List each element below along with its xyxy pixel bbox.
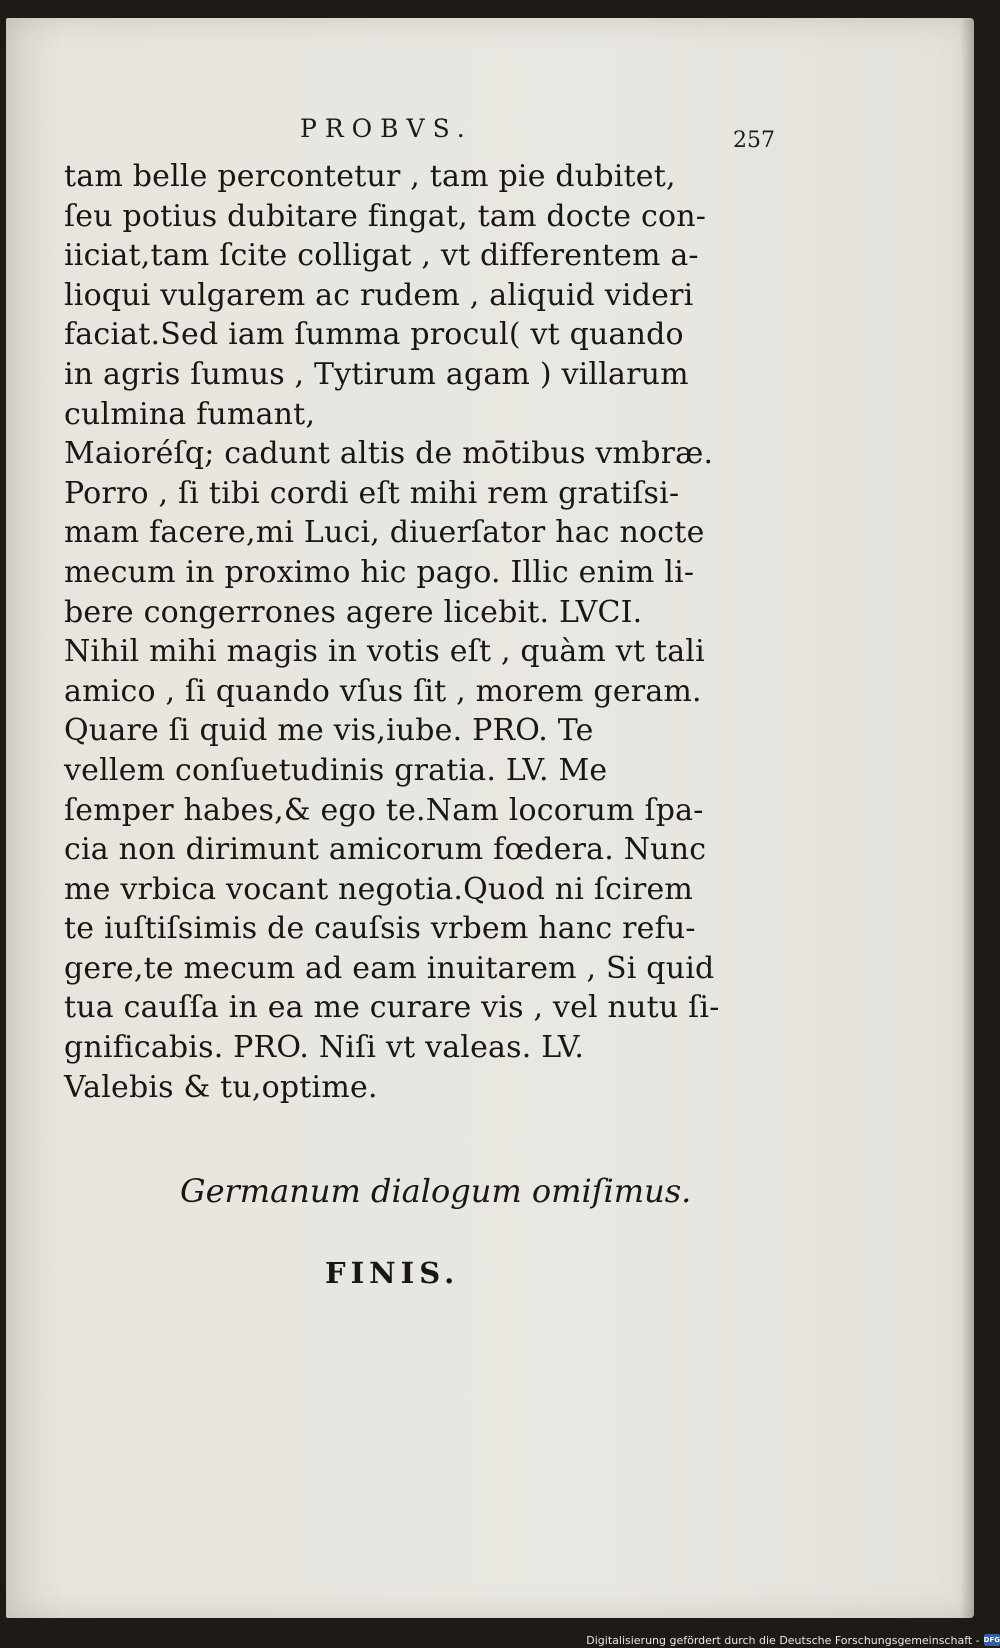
page-edge-shadow bbox=[960, 18, 974, 1618]
text-line: bere congerrones agere licebit. LVCI. bbox=[64, 594, 643, 630]
text-line: culmina fumant, bbox=[64, 396, 316, 432]
finis-heading: FINIS. bbox=[325, 1256, 460, 1290]
text-line: iiciat,tam ſcite colligat , vt differentem a- bbox=[64, 238, 699, 274]
text-line: vellem conſuetudinis gratia. LV. Me bbox=[64, 752, 608, 788]
credit-bar bbox=[586, 1632, 1000, 1648]
closing-note: Germanum dialogum omiſimus. bbox=[180, 1172, 692, 1210]
dfg-logo[interactable] bbox=[984, 1634, 1000, 1646]
text-line: amico , ſi quando vſus ſit , morem geram. bbox=[64, 673, 702, 709]
dfg-logo-label: DFG bbox=[983, 1636, 1000, 1644]
text-line: tua cauſſa in ea me curare vis , vel nutu ſi- bbox=[64, 990, 720, 1026]
text-line: tam belle percontetur , tam pie dubitet, bbox=[64, 159, 676, 194]
running-head: PROBVS. bbox=[300, 114, 473, 143]
credit-text: Digitalisierung gefördert durch die Deutsche Forschungsgemeinschaft - bbox=[586, 1633, 980, 1647]
text-line: ſeu potius dubitare fingat, tam docte con- bbox=[64, 198, 707, 234]
text-line: Quare ſi quid me vis,iube. PRO. Te bbox=[64, 713, 594, 749]
text-line: me vrbica vocant negotia.Quod ni ſcirem bbox=[64, 871, 694, 907]
text-line: mam facere,mi Luci, diuerſator hac nocte bbox=[64, 515, 705, 551]
text-line: lioqui vulgarem ac rudem , aliquid videri bbox=[64, 277, 694, 313]
text-line: ſemper habes,& ego te.Nam locorum ſpa- bbox=[64, 792, 704, 828]
text-line: Valebis & tu,optime. bbox=[64, 1069, 378, 1105]
text-line: in agris ſumus , Tytirum agam ) villarum bbox=[64, 356, 689, 392]
text-line: mecum in proximo hic pago. Illic enim li- bbox=[64, 554, 695, 590]
text-line: te iuſtiſsimis de cauſsis vrbem hanc refu- bbox=[64, 911, 696, 947]
text-line: cia non dirimunt amicorum fœdera. Nunc bbox=[64, 832, 707, 868]
text-line: gnificabis. PRO. Niſi vt valeas. LV. bbox=[64, 1030, 585, 1066]
text-line: gere,te mecum ad eam inuitarem , Si quid bbox=[64, 950, 715, 986]
body-text bbox=[64, 157, 764, 1107]
text-line: Nihil mihi magis in votis eſt , quàm vt tali bbox=[64, 634, 705, 670]
page-number: 257 bbox=[733, 128, 775, 153]
text-line: faciat.Sed iam ſumma procul( vt quando bbox=[64, 317, 684, 353]
text-line: Porro , ſi tibi cordi eſt mihi rem gratiſsi- bbox=[64, 475, 680, 511]
text-line: Maioréſq; cadunt altis de mōtibus vmbræ. bbox=[64, 436, 714, 472]
